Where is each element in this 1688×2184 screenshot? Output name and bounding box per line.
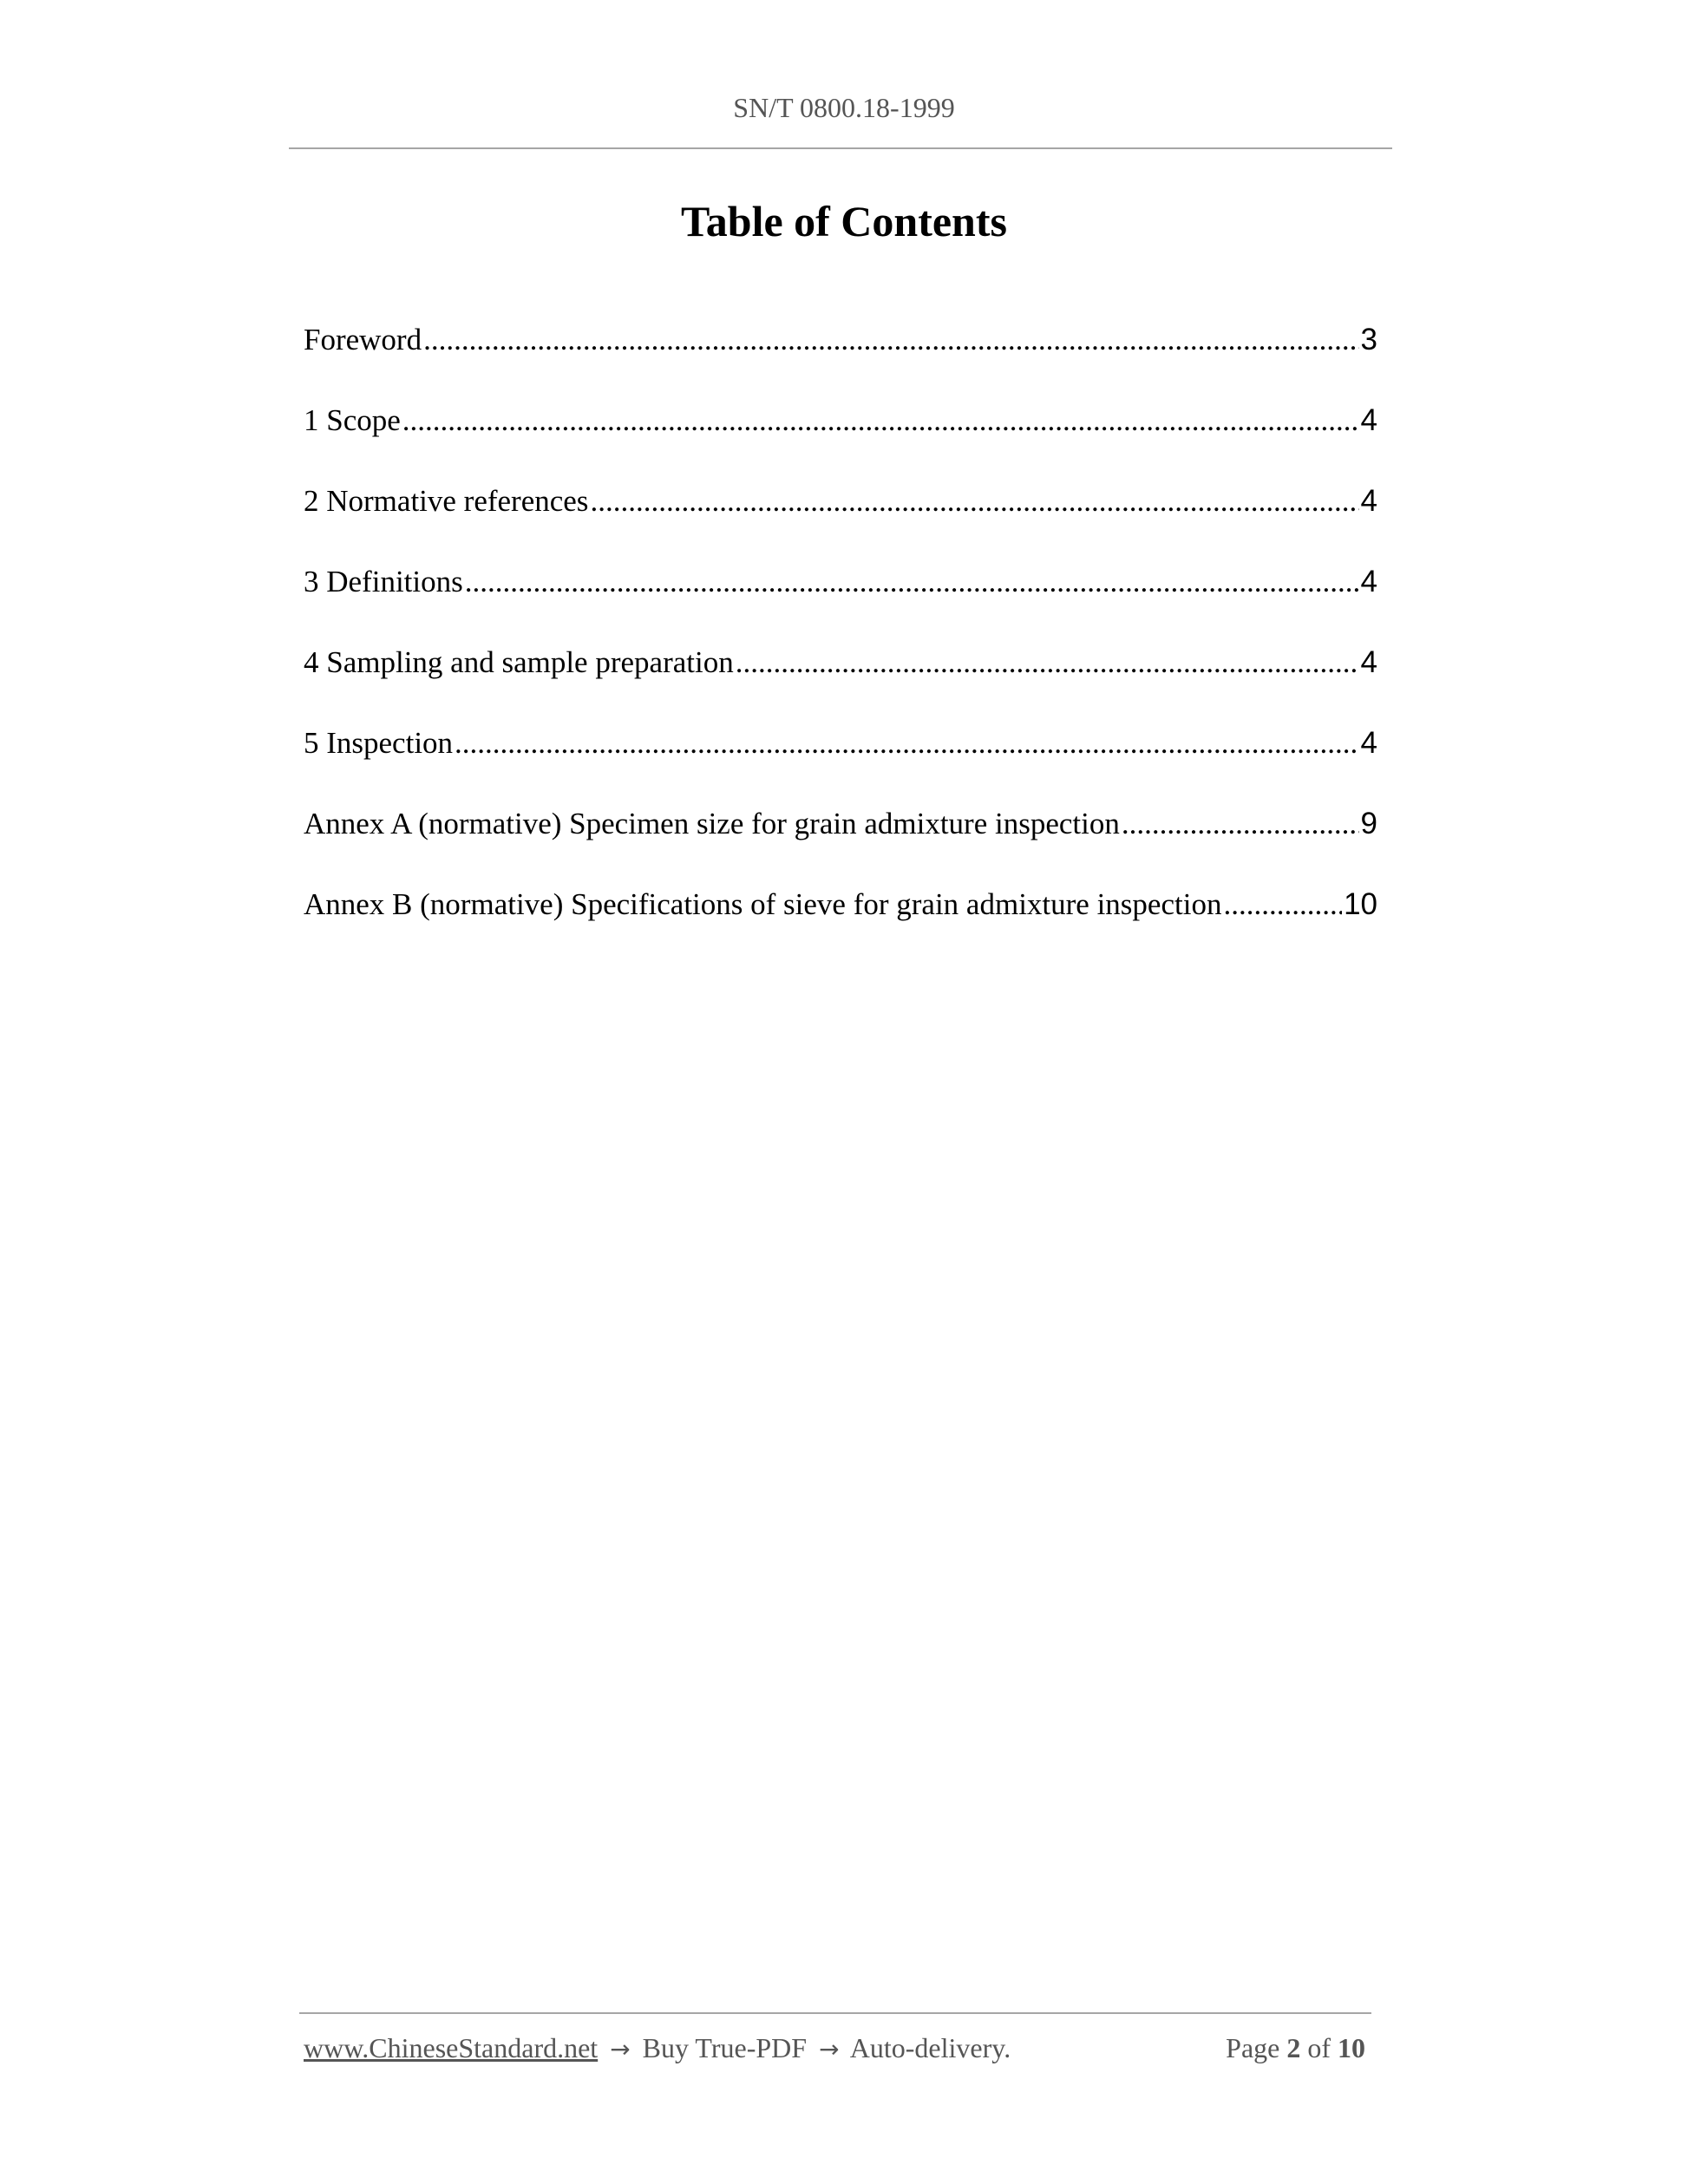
toc-entry-page: 10 [1344,887,1377,921]
page-word: Page [1226,2032,1280,2063]
site-link[interactable]: www.ChineseStandard.net [304,2032,599,2063]
arrow-right-icon: → [819,2035,840,2063]
toc-entry-page: 4 [1360,645,1377,679]
toc-dot-leader [1122,807,1359,841]
footer-step-delivery: Auto-delivery. [849,2032,1011,2063]
toc-dot-leader [736,645,1359,680]
toc-entry-label: Foreword [304,323,422,356]
arrow-right-icon: → [610,2035,631,2063]
toc-dot-leader [402,403,1359,438]
toc-dot-leader [455,726,1358,761]
toc-dot-leader [423,323,1358,357]
toc-entry-foreword[interactable] [304,323,1377,403]
toc-entry-page: 9 [1360,807,1377,840]
of-word: of [1307,2032,1331,2063]
toc-list [304,323,1377,968]
footer-divider [299,2012,1371,2014]
toc-dot-leader [1223,887,1342,922]
footer-step-buy: Buy True-PDF [642,2032,808,2063]
toc-entry-scope[interactable] [304,403,1377,484]
toc-entry-normative-references[interactable] [304,484,1377,565]
header-divider [289,147,1392,149]
toc-entry-label: 1 Scope [304,403,401,437]
toc-entry-label: 4 Sampling and sample preparation [304,645,734,679]
toc-entry-page: 3 [1360,323,1377,356]
toc-title: Table of Contents [681,197,1007,245]
document-code-header: SN/T 0800.18-1999 [733,92,955,123]
toc-entry-label: 2 Normative references [304,484,589,518]
toc-entry-label: 3 Definitions [304,565,463,598]
toc-dot-leader [465,565,1359,599]
footer-promo [304,2032,1011,2064]
toc-entry-label: Annex A (normative) Specimen size for grain admixture inspection [304,807,1120,840]
page-total: 10 [1338,2032,1365,2063]
toc-entry-annex-a[interactable] [304,807,1377,887]
page-number [1226,2032,1365,2064]
toc-entry-annex-b[interactable] [304,887,1377,968]
page-current: 2 [1286,2032,1301,2063]
toc-dot-leader [590,484,1358,519]
toc-entry-page: 4 [1360,484,1377,518]
toc-entry-inspection[interactable] [304,726,1377,807]
toc-entry-page: 4 [1360,726,1377,760]
toc-entry-label: Annex B (normative) Specifications of sieve for grain admixture inspection [304,887,1222,921]
toc-entry-sampling[interactable] [304,645,1377,726]
toc-entry-page: 4 [1360,403,1377,437]
toc-entry-label: 5 Inspection [304,726,454,760]
toc-entry-definitions[interactable] [304,565,1377,645]
toc-entry-page: 4 [1360,565,1377,598]
